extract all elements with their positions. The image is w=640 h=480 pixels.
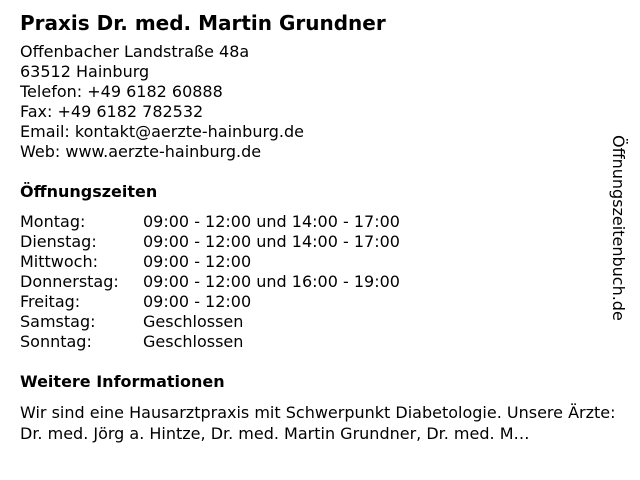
day-hours: 09:00 - 12:00 und 14:00 - 17:00 [143,212,400,231]
practice-name: Praxis Dr. med. Martin Grundner [20,11,386,35]
opening-hours-table [20,212,620,352]
phone-number: Telefon: +49 6182 60888 [20,82,223,101]
postal-city: 63512 Hainburg [20,62,150,81]
day-hours: 09:00 - 12:00 und 16:00 - 19:00 [143,272,400,291]
website: Web: www.aerzte-hainburg.de [20,142,262,161]
day-hours: Geschlossen [143,312,244,331]
site-watermark: Öffnungszeitenbuch.de [609,135,628,321]
email-address: Email: kontakt@aerzte-hainburg.de [20,122,304,141]
hours-row-wednesday [20,252,620,272]
day-label: Dienstag: [20,232,97,251]
practice-card [20,10,620,444]
street-address: Offenbacher Landstraße 48a [20,42,250,61]
day-hours: 09:00 - 12:00 [143,252,252,271]
fax-number: Fax: +49 6182 782532 [20,102,204,121]
hours-row-monday [20,212,620,232]
hours-row-friday [20,292,620,312]
day-label: Samstag: [20,312,96,331]
hours-row-saturday [20,312,620,332]
day-hours: 09:00 - 12:00 [143,292,252,311]
day-label: Sonntag: [20,332,92,351]
day-label: Donnerstag: [20,272,119,291]
day-hours: Geschlossen [143,332,244,351]
day-label: Montag: [20,212,86,231]
further-info-heading: Weitere Informationen [20,372,225,391]
hours-row-thursday [20,272,620,292]
day-hours: 09:00 - 12:00 und 14:00 - 17:00 [143,232,400,251]
opening-hours-heading: Öffnungszeiten [20,182,158,201]
hours-row-tuesday [20,232,620,252]
day-label: Mittwoch: [20,252,98,271]
day-label: Freitag: [20,292,81,311]
further-info-text: Wir sind eine Hausarztpraxis mit Schwerpunkt Diabetologie. Unsere Ärzte: Dr. med. Jörg a. Hintze, Dr. med. Martin Grundner, Dr. med. M… [20,403,616,443]
hours-row-sunday [20,332,620,352]
